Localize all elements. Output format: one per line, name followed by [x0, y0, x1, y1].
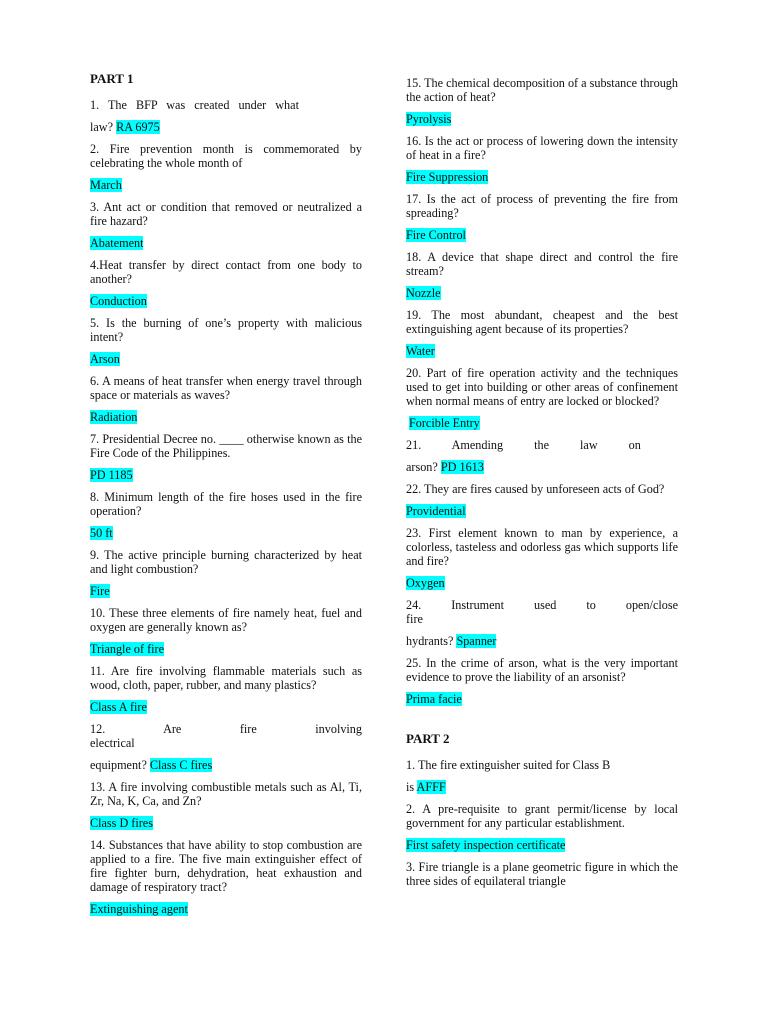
right-column — [406, 76, 678, 896]
answer-9: Fire — [90, 584, 110, 598]
answer-23: Oxygen — [406, 576, 445, 590]
answer-4: Conduction — [90, 294, 147, 308]
answer-20: Forcible Entry — [409, 416, 480, 430]
question-2: 2. Fire prevention month is commemorated by celebrating the whole month of — [90, 142, 362, 170]
answer-21: PD 1613 — [440, 460, 484, 474]
question-17: 17. Is the act of process of preventing the fire from spreading? — [406, 192, 678, 220]
question-14: 14. Substances that have ability to stop combustion are applied to a fire. The five main extinguisher effect of fire fighter burn, dehydration, heat exhaustion and damage of respiratory tract? — [90, 838, 362, 894]
part2-answer-1: AFFF — [416, 780, 446, 794]
left-column — [90, 72, 362, 924]
question-22: 22. They are fires caused by unforeseen acts of God? — [406, 482, 665, 496]
question-25: 25. In the crime of arson, what is the very important evidence to prove the liability of an arsonist? — [406, 656, 678, 684]
answer-7: PD 1185 — [90, 468, 133, 482]
question-9: 9. The active principle burning characterized by heat and light combustion? — [90, 548, 362, 576]
question-23: 23. First element known to man by experience, a colorless, tasteless and odorless gas which supports life and fire? — [406, 526, 678, 568]
question-16: 16. Is the act or process of lowering down the intensity of heat in a fire? — [406, 134, 678, 162]
question-4: 4.Heat transfer by direct contact from one body to another? — [90, 258, 362, 286]
part2-question-3: 3. Fire triangle is a plane geometric figure in which the three sides of equilateral triangle — [406, 860, 678, 888]
question-15: 15. The chemical decomposition of a substance through the action of heat? — [406, 76, 678, 104]
question-13: 13. A fire involving combustible metals such as Al, Ti, Zr, Na, K, Ca, and Zn? — [90, 780, 362, 808]
question-8: 8. Minimum length of the fire hoses used in the fire operation? — [90, 490, 362, 518]
answer-5: Arson — [90, 352, 120, 366]
answer-6: Radiation — [90, 410, 138, 424]
answer-2: March — [90, 178, 122, 192]
answer-3: Abatement — [90, 236, 144, 250]
part2-question-2: 2. A pre-requisite to grant permit/license by local government for any particular establishment. — [406, 802, 678, 830]
question-12-line2: equipment? Class C fires — [90, 758, 213, 772]
answer-22: Providential — [406, 504, 466, 518]
question-5: 5. Is the burning of one’s property with malicious intent? — [90, 316, 362, 344]
answer-10: Triangle of fire — [90, 642, 165, 656]
question-12-line1: 12. Are fire involving electrical — [90, 722, 362, 750]
question-21-line2: arson? PD 1613 — [406, 460, 484, 474]
answer-11: Class A fire — [90, 700, 147, 714]
answer-15: Pyrolysis — [406, 112, 452, 126]
answer-14: Extinguishing agent — [90, 902, 188, 916]
part2-question-1-line2: is AFFF — [406, 780, 446, 794]
answer-24: Spanner — [456, 634, 497, 648]
question-7: 7. Presidential Decree no. ____ otherwise known as the Fire Code of the Philippines. — [90, 432, 362, 460]
part-1-heading: PART 1 — [90, 71, 134, 86]
question-6: 6. A means of heat transfer when energy travel through space or materials as waves? — [90, 374, 362, 402]
question-1-line1: 1. The BFP was created under what — [90, 98, 299, 112]
question-20: 20. Part of fire operation activity and the techniques used to get into building or other areas of confinement when normal means of entry are locked or blocked? — [406, 366, 678, 408]
part2-question-1-line1: 1. The fire extinguisher suited for Class B — [406, 758, 611, 772]
part2-answer-2: First safety inspection certificate — [406, 838, 566, 852]
question-11: 11. Are fire involving flammable materials such as wood, cloth, paper, rubber, and many plastics? — [90, 664, 362, 692]
question-18: 18. A device that shape direct and control the fire stream? — [406, 250, 678, 278]
question-3: 3. Ant act or condition that removed or neutralized a fire hazard? — [90, 200, 362, 228]
answer-8: 50 ft — [90, 526, 113, 540]
part-2-heading: PART 2 — [406, 731, 450, 746]
answer-16: Fire Suppression — [406, 170, 489, 184]
question-21-line1: 21. Amending the law on — [406, 438, 641, 452]
question-10: 10. These three elements of fire namely heat, fuel and oxygen are generally known as? — [90, 606, 362, 634]
question-24-line2: hydrants? Spanner — [406, 634, 497, 648]
question-19: 19. The most abundant, cheapest and the best extinguishing agent because of its properties? — [406, 308, 678, 336]
question-24-line1: 24. Instrument used to open/close fire — [406, 598, 678, 626]
answer-19: Water — [406, 344, 435, 358]
answer-25: Prima facie — [406, 692, 462, 706]
answer-13: Class D fires — [90, 816, 153, 830]
question-1-line2: law? RA 6975 — [90, 120, 160, 134]
answer-12: Class C fires — [149, 758, 213, 772]
answer-1: RA 6975 — [116, 120, 160, 134]
answer-18: Nozzle — [406, 286, 441, 300]
answer-17: Fire Control — [406, 228, 466, 242]
